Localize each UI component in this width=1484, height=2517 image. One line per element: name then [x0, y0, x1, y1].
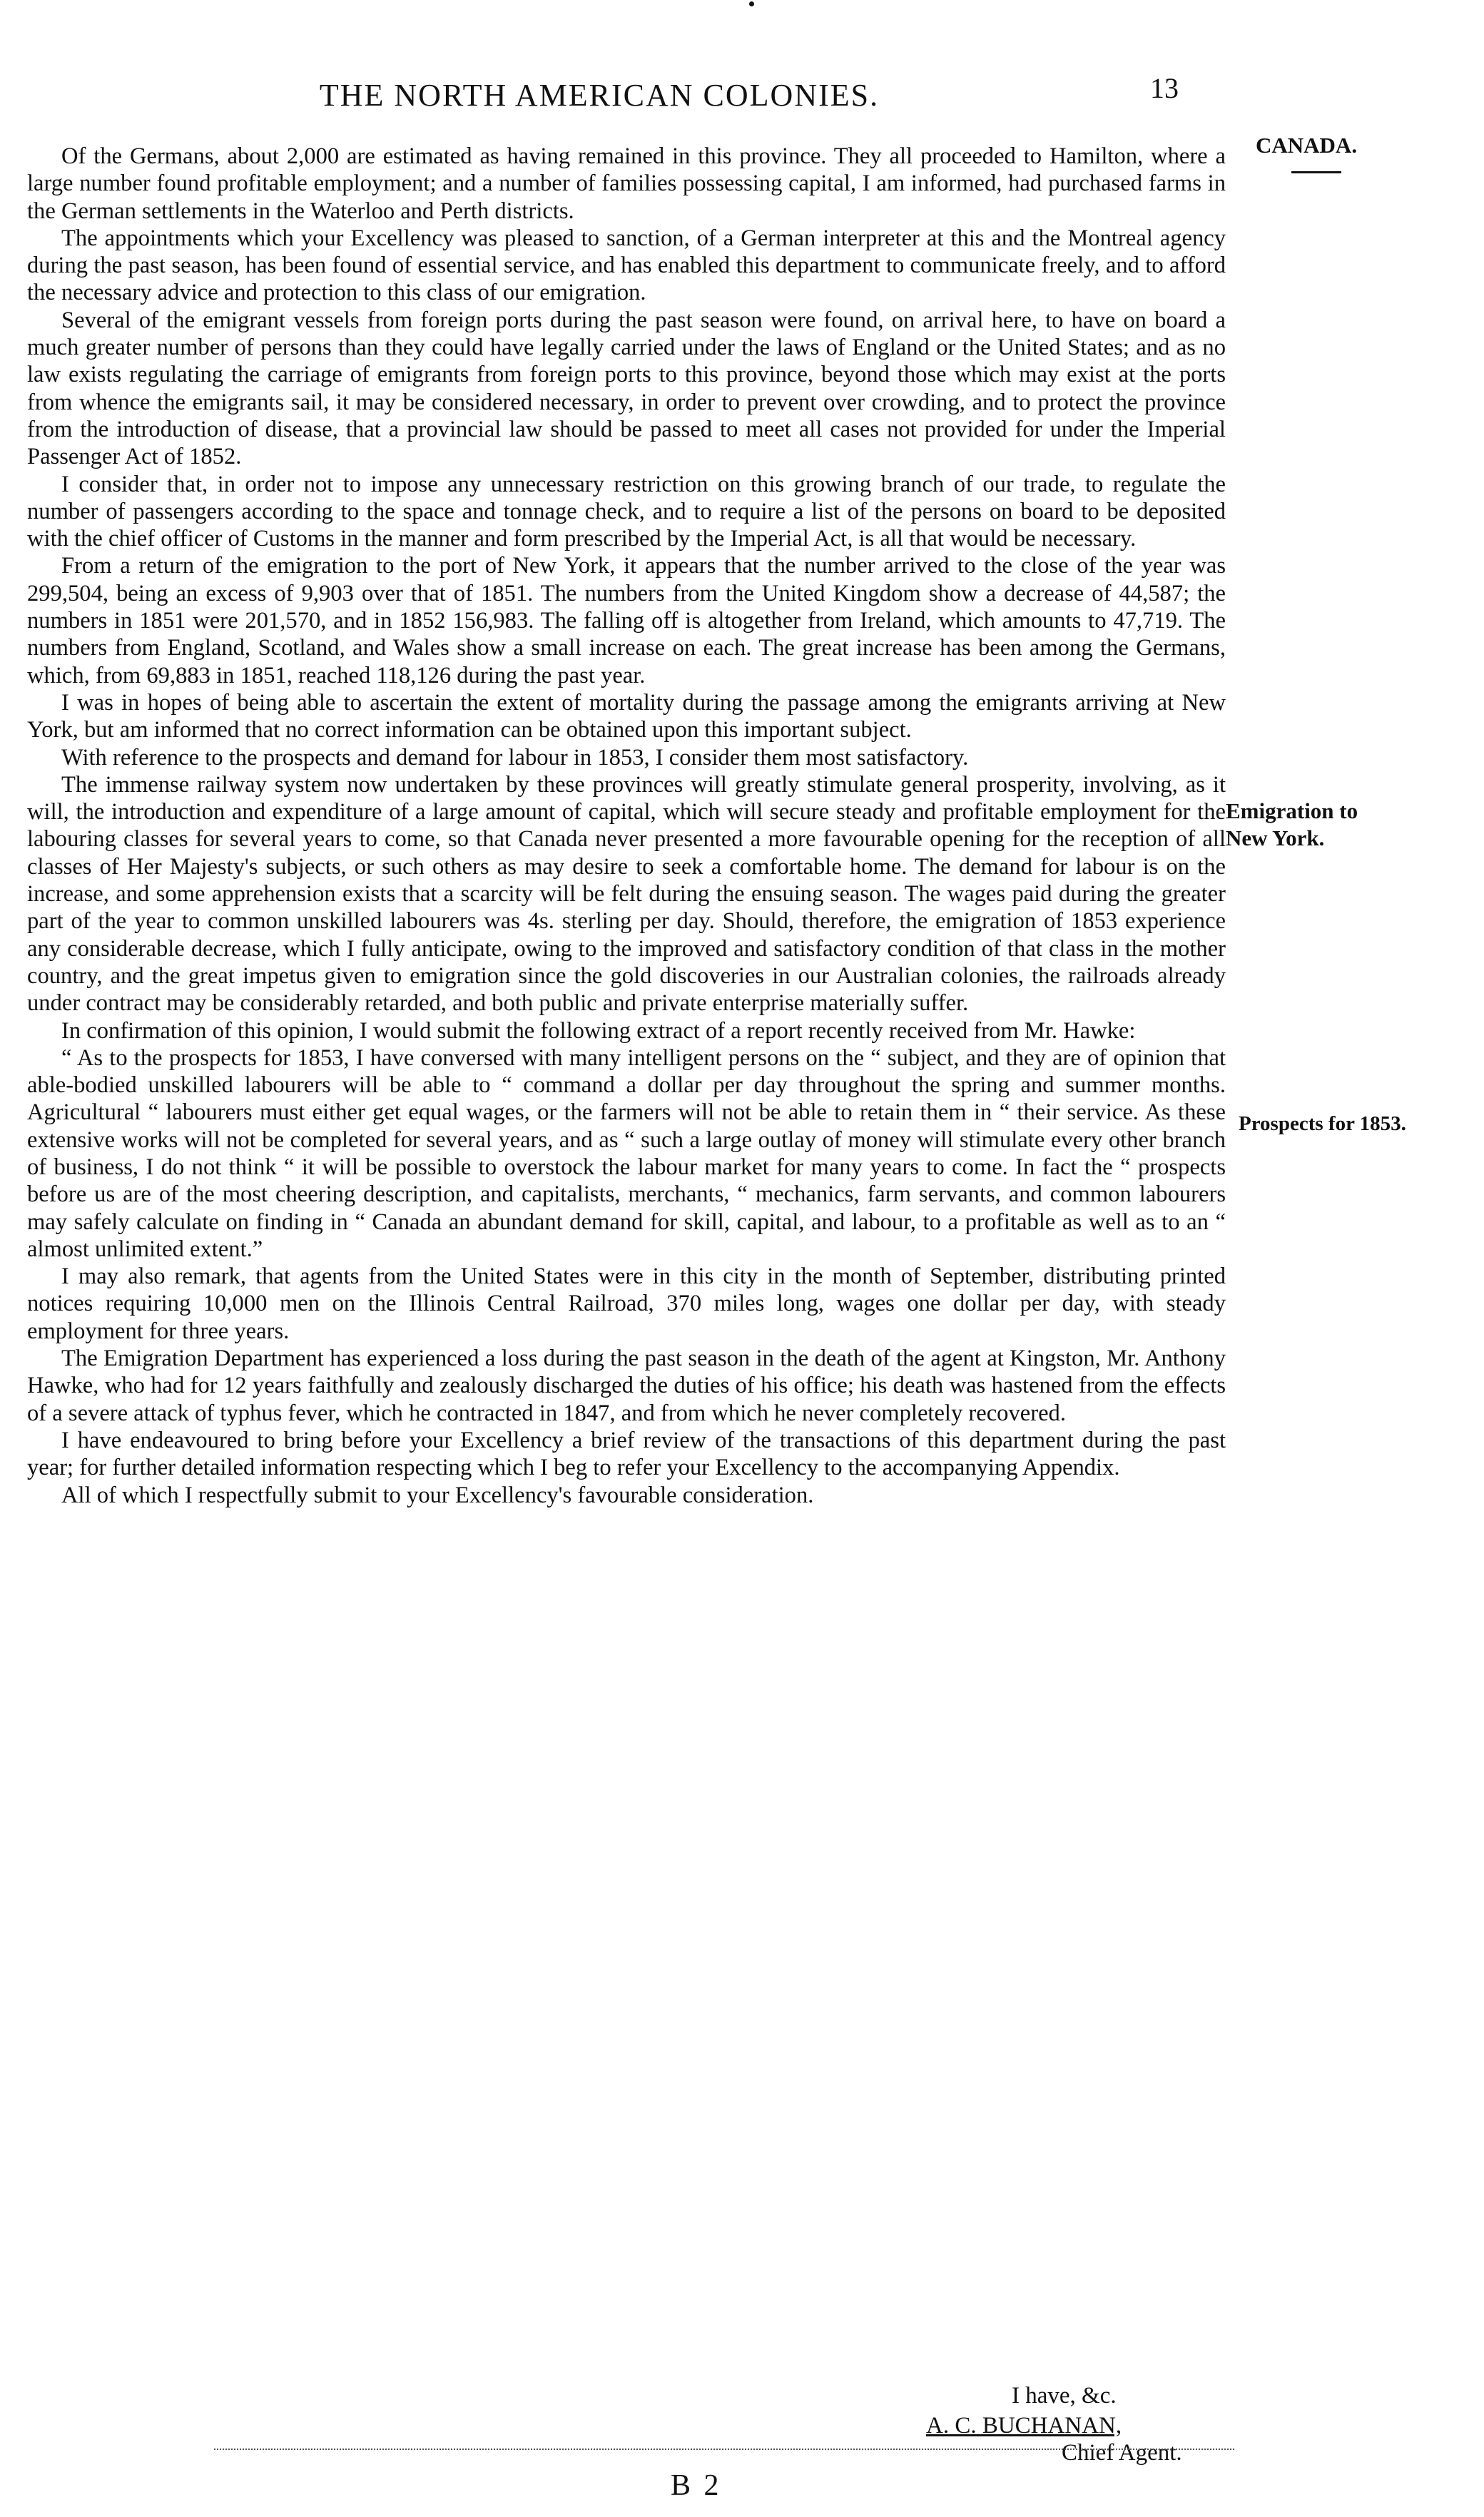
paragraph: Several of the emigrant vessels from foreign ports during the past season were found, on arrival here, to have on board a much greater number of persons than they could have legally carried under the laws of England or the United States; and as no law exists regulating the carriage of emigrants from foreign ports to this province, beyond those which may exist at the ports from whence the emigrants sail, it may be considered necessary, in order to prevent over crowding, and to protect the province from the introduction of disease, that a provincial law should be passed to meet all cases not provided for under the Imperial Passenger Act of 1852. — [27, 307, 1226, 470]
ink-dot — [749, 1, 754, 6]
margin-note-emigration-ny — [1226, 798, 1358, 852]
paragraph: I may also remark, that agents from the United States were in this city in the month of September, distributing printed notices requiring 10,000 men on the Illinois Central Railroad, 370 miles long, wages one dollar per day, with steady employment for three years. — [27, 1263, 1226, 1344]
paragraph: The immense railway system now undertaken by these provinces will greatly stimulate general prosperity, involving, as it will, the introduction and expenditure of a large amount of capital, which will secure steady and profitable employment for the labouring classes for several years to come, so that Canada never presented a more favourable opening for the reception of all classes of Her Majesty's subjects, or such others as may desire to seek a comfortable home. The demand for labour is on the increase, and some apprehension exists that a scarcity will be felt during the ensuing season. The wages paid during the greater part of the year to common unskilled labourers was 4s. sterling per day. Should, therefore, the emigration of 1853 experience any considerable decrease, which I fully anticipate, owing to the improved and satisfactory condition of that class in the mother country, and the great impetus given to emigration since the gold discoveries in our Australian colonies, the railroads already under contract may be considerably retarded, and both public and private enterprise materially suffer. — [27, 771, 1226, 1017]
signature-mark: B 2 — [671, 2469, 722, 2502]
paragraph: I was in hopes of being able to ascertain the extent of mortality during the passage among the emigrants arriving at New York, but am informed that no correct information can be obtained upon this important subject. — [27, 689, 1226, 743]
paragraph: With reference to the prospects and demand for labour in 1853, I consider them most satisfactory. — [61, 744, 969, 771]
margin-note-emigration-ny-line2: New York. — [1226, 825, 1325, 850]
paragraph: Of the Germans, about 2,000 are estimated as having remained in this province. They all proceeded to Hamilton, where a large number found profitable employment; and a number of families possessing capital, I am informed, had purchased farms in the German settlements in the Waterloo and Perth districts. — [27, 143, 1226, 224]
paragraph: I have endeavoured to bring before your Excellency a brief review of the transactions of this department during the past year; for further detailed information respecting which I beg to refer your Excellency to the accompanying Appendix. — [27, 1427, 1226, 1481]
paragraph: In confirmation of this opinion, I would submit the following extract of a report recently received from Mr. Hawke: — [61, 1017, 1136, 1044]
dotted-rule — [214, 2449, 1234, 2450]
signatory-role: Chief Agent. — [1062, 2440, 1182, 2466]
closing-line: I have, &c. — [1012, 2383, 1117, 2409]
paragraph: I consider that, in order not to impose any unnecessary restriction on this growing branch of our trade, to regulate the number of passengers according to the space and tonnage check, and to require a list of the persons on board to be deposited with the chief officer of Customs in the manner and form prescribed by the Imperial Act, is all that would be necessary. — [27, 471, 1226, 552]
paragraph: From a return of the emigration to the port of New York, it appears that the number arrived to the close of the year was 299,504, being an excess of 9,903 over that of 1851. The numbers from the United Kingdom show a decrease of 44,587; the numbers in 1851 were 201,570, and in 1852 156,983. The falling off is altogether from Ireland, which amounts to 47,719. The numbers from England, Scotland, and Wales show a small increase on each. The great increase has been among the Germans, which, from 69,883 in 1851, reached 118,126 during the past year. — [27, 553, 1226, 688]
margin-note-canada: CANADA. — [1256, 133, 1358, 158]
margin-note-emigration-ny-line1: Emigration to — [1226, 798, 1358, 823]
page-title: THE NORTH AMERICAN COLONIES. — [319, 78, 880, 113]
margin-rule — [1291, 171, 1341, 173]
body-text — [27, 143, 1226, 1509]
paragraph: All of which I respectfully submit to your Excellency's favourable consideration. — [61, 1482, 814, 1508]
paragraph: The appointments which your Excellency was pleased to sanction, of a German interpreter at this and the Montreal agency during the past season, has been found of essential service, and has enabled this department to communicate freely, and to afford the necessary advice and protection to this class of our emigration. — [27, 225, 1226, 306]
quoted-report: “ As to the prospects for 1853, I have conversed with many intelligent persons on the “ subject, and they are of opinion that able-bodied unskilled labourers will be able to “ command a dollar per day throughout the spring and summer months. Agricultural “ labourers must either get equal wages, or the farmers will not be able to retain them in “ their service. As these extensive works will not be completed for several years, and as “ such a large outlay of money will stimulate every other branch of business, I do not think “ it will be possible to overstock the labour market for many years to come. In fact the “ prospects before us are of the most cheering description, and capitalists, merchants, “ mechanics, farm servants, and common labourers may safely calculate on finding in “ Canada an abundant demand for skill, capital, and labour, to a profitable as well as to an “ almost unlimited extent.” — [27, 1044, 1226, 1262]
margin-note-prospects: Prospects for 1853. — [1239, 1112, 1406, 1135]
signatory-name: A. C. BUCHANAN, — [926, 2413, 1122, 2439]
paragraph: The Emigration Department has experienced a loss during the past season in the death of the agent at Kingston, Mr. Anthony Hawke, who had for 12 years faithfully and zealously discharged the duties of his office; his death was hastened from the effects of a severe attack of typhus fever, which he contracted in 1847, and from which he never completely recovered. — [27, 1346, 1226, 1426]
page-number: 13 — [1150, 72, 1179, 104]
